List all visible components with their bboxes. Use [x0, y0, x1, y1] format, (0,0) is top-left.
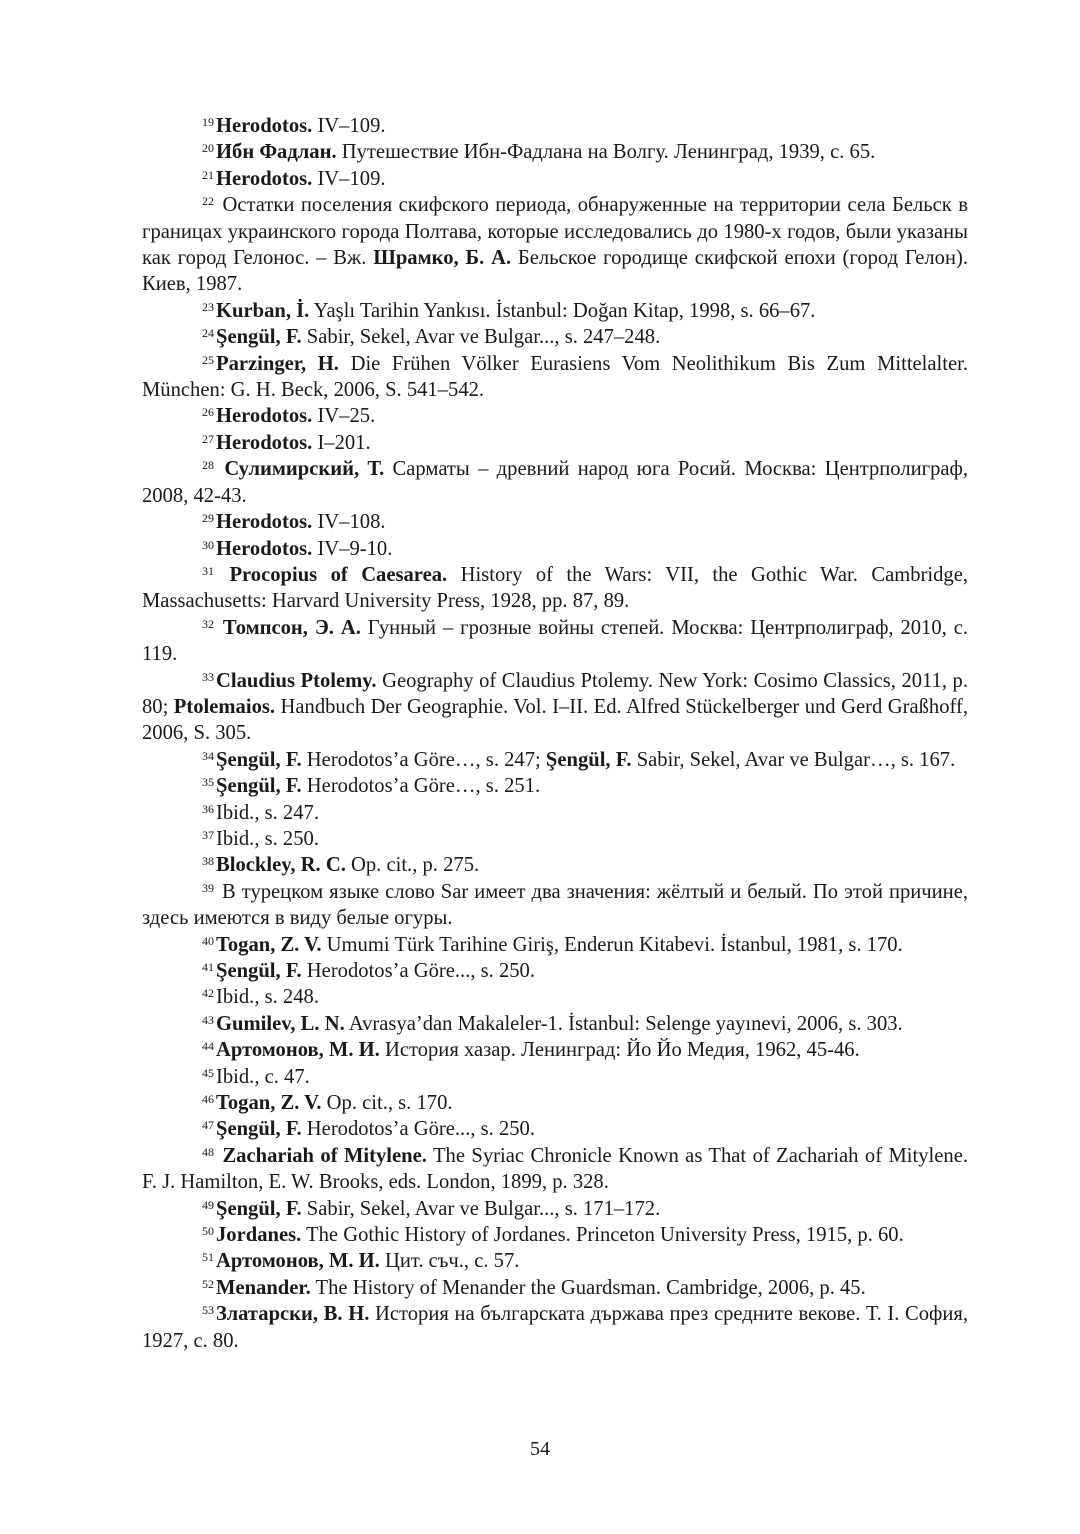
footnote-number: 49: [202, 1197, 214, 1212]
footnote-text: IV–109.: [312, 167, 386, 190]
footnote-text: The Gothic History of Jordanes. Princeton University Press, 1915, p. 60.: [301, 1224, 904, 1247]
footnote-author: Şengül, F.: [216, 1118, 302, 1141]
footnote-text: Handbuch Der Geographie. Vol. I–II. Ed. Alfred Stückelberger und Gerd Graßhoff, 2006, S. 305.: [142, 695, 968, 745]
footnote-number: 28: [202, 458, 214, 473]
footnote-text: Ibid., s. 247.: [216, 801, 319, 824]
footnote-author: Шрамко, Б. А.: [373, 247, 512, 270]
footnote-43: [142, 1011, 968, 1037]
footnote-text: Путешествие Ибн-Фадлана на Волгу. Ленинград, 1939, с. 65.: [336, 141, 876, 164]
footnote-text: Sabir, Sekel, Avar ve Bulgar..., s. 171–172.: [301, 1197, 661, 1220]
footnote-author: Herodotos.: [216, 405, 313, 428]
footnote-author: Şengül, F.: [216, 1197, 302, 1220]
footnote-number: 37: [202, 827, 214, 842]
footnote-number: 22: [202, 194, 214, 209]
footnote-author: Herodotos.: [216, 537, 313, 560]
footnote-31: [142, 562, 968, 615]
footnote-text: Остатки поселения скифского периода, обнаруженные на территории села Бельск в границах украинского города Полтава, которые исследовались до 1980-х годов, были указаны как город Гелонос. – Вж.: [142, 194, 968, 270]
footnote-text: Ibid., c. 47.: [216, 1065, 310, 1088]
footnote-text: Herodotos’a Göre..., s. 250.: [301, 960, 536, 982]
footnote-number: 30: [202, 537, 214, 552]
footnote-text: Сарматы – древний народ юга Росий. Москва: Центрполиграф, 2008, 42-43.: [142, 458, 968, 507]
footnote-author: Herodotos.: [216, 431, 313, 454]
footnote-text: Sabir, Sekel, Avar ve Bulgar…, s. 167.: [631, 748, 956, 771]
footnote-author: Артомонов, М. И.: [216, 1250, 380, 1273]
footnote-author: Zachariah of Mitylene.: [222, 1144, 427, 1167]
footnote-32: [142, 615, 968, 668]
footnote-text: The History of Menander the Guardsman. Cambridge, 2006, p. 45.: [310, 1276, 866, 1299]
footnote-number: 35: [202, 775, 214, 790]
footnote-text: Umumi Türk Tarihine Giriş, Enderun Kitabevi. İstanbul, 1981, s. 170.: [321, 933, 903, 956]
footnote-number: 45: [202, 1065, 214, 1080]
footnote-25: [142, 351, 968, 404]
footnote-author: Şengül, F.: [545, 748, 632, 771]
footnote-number: 47: [202, 1118, 214, 1133]
footnote-number: 44: [202, 1039, 214, 1054]
footnote-44: [142, 1037, 968, 1063]
footnote-author: Şengül, F.: [216, 775, 302, 798]
footnote-53: [142, 1301, 968, 1354]
footnote-35: [142, 773, 968, 799]
footnote-28: [142, 456, 968, 509]
footnote-text: Гунный – грозные войны степей. Москва: Центрполиграф, 2010, с. 119.: [142, 616, 968, 666]
footnote-text: [216, 617, 223, 639]
footnote-number: 24: [202, 326, 214, 341]
footnote-text: Herodotos’a Göre..., s. 250.: [301, 1118, 536, 1141]
footnote-number: 51: [202, 1250, 214, 1265]
footnote-author: Togan, Z. V.: [216, 1092, 322, 1115]
footnote-text: I–201.: [312, 431, 371, 454]
footnote-41: [142, 958, 968, 984]
footnote-author: Златарски, В. Н.: [216, 1303, 370, 1326]
footnote-49: [142, 1196, 968, 1222]
footnote-text: Die Frühen Völker Eurasiens Vom Neolithikum Bis Zum Mittelalter. München: G. H. Beck, 2006, S. 541–542.: [142, 352, 968, 402]
footnote-number: 39: [202, 880, 214, 895]
footnote-text: [216, 564, 229, 586]
footnotes-list: [142, 113, 968, 1354]
footnote-20: [142, 139, 968, 165]
footnote-number: 25: [202, 352, 214, 367]
footnote-37: [142, 826, 968, 852]
footnote-51: [142, 1248, 968, 1274]
footnote-26: [142, 403, 968, 429]
footnote-30: [142, 536, 968, 562]
footnote-number: 48: [202, 1144, 214, 1159]
footnote-number: 29: [202, 511, 214, 526]
footnote-number: 43: [202, 1012, 214, 1027]
footnote-author: Claudius Ptolemy.: [216, 669, 377, 692]
footnote-36: [142, 800, 968, 826]
footnote-author: Togan, Z. V.: [216, 933, 322, 956]
footnote-39: [142, 879, 968, 932]
footnote-33: [142, 668, 968, 747]
footnote-text: Avrasya’dan Makaleler-1. İstanbul: Selenge yayınevi, 2006, s. 303.: [344, 1012, 903, 1035]
footnote-text: The Syriac Chronicle Known as That of Zachariah of Mitylene. F. J. Hamilton, E. W. Brooks, eds. London, 1899, p. 328.: [142, 1144, 968, 1194]
footnote-42: [142, 984, 968, 1010]
footnote-number: 34: [202, 748, 214, 763]
footnote-number: 23: [202, 299, 214, 314]
page-number: 54: [530, 1438, 550, 1460]
footnote-number: 31: [202, 563, 214, 578]
footnote-38: [142, 852, 968, 878]
footnote-text: Herodotos’a Göre…, s. 247;: [301, 748, 546, 771]
footnote-number: 33: [202, 669, 214, 684]
footnote-number: 26: [202, 405, 214, 420]
footnote-author: Şengül, F.: [216, 960, 302, 982]
footnote-text: Herodotos’a Göre…, s. 251.: [301, 775, 541, 798]
footnote-text: История хазар. Ленинград: Йо Йо Медия, 1962, 45-46.: [379, 1039, 860, 1062]
footnote-text: Geography of Claudius Ptolemy. New York: Cosimo Classics, 2011, p. 80;: [142, 669, 968, 718]
footnote-45: [142, 1064, 968, 1090]
footnote-author: Blockley, R. C.: [216, 854, 346, 877]
footnote-21: [142, 166, 968, 192]
footnote-number: 36: [202, 801, 214, 816]
footnote-22: [142, 192, 968, 298]
footnote-23: [142, 298, 968, 324]
footnote-number: 27: [202, 431, 214, 446]
footnote-number: 38: [202, 854, 214, 869]
footnote-number: 53: [202, 1303, 214, 1318]
footnote-text: Yaşlı Tarihin Yankısı. İstanbul: Doğan Kitap, 1998, s. 66–67.: [309, 299, 816, 322]
footnote-author: Jordanes.: [216, 1224, 302, 1247]
footnote-author: Herodotos.: [216, 511, 313, 534]
footnote-author: Herodotos.: [216, 115, 313, 137]
footnote-number: 20: [202, 141, 214, 156]
footnote-text: Sabir, Sekel, Avar ve Bulgar..., s. 247–248.: [301, 326, 661, 349]
footnote-text: IV–25.: [312, 405, 376, 428]
footnote-author: Томпсон, Э. А.: [222, 616, 361, 639]
footnote-48: [142, 1143, 968, 1196]
footnote-text: History of the Wars: VII, the Gothic War. Cambridge, Massachusetts: Harvard University Press, 1928, pp. 87, 89.: [142, 563, 968, 613]
footnote-author: Артомонов, М. И.: [216, 1039, 380, 1062]
footnote-text: IV–9-10.: [312, 537, 393, 560]
footnote-text: Op. cit., p. 275.: [345, 854, 480, 877]
footnote-author: Şengül, F.: [216, 326, 302, 349]
footnote-text: Ibid., s. 248.: [216, 986, 319, 1009]
footnote-27: [142, 430, 968, 456]
footnote-author: Ибн Фадлан.: [216, 141, 337, 164]
footnote-text: Бельское городище скифской епохи (город Гелон). Киев, 1987.: [142, 247, 968, 296]
footnote-number: 46: [202, 1092, 214, 1107]
footnote-number: 40: [202, 933, 214, 948]
footnote-text: IV–108.: [312, 511, 386, 534]
footnote-author: Procopius of Caesarea.: [229, 563, 448, 586]
footnote-29: [142, 509, 968, 535]
footnote-number: 52: [202, 1276, 214, 1291]
footnote-52: [142, 1275, 968, 1301]
footnote-number: 19: [202, 115, 214, 129]
footnote-author: Herodotos.: [216, 167, 313, 190]
footnote-author: Kurban, İ.: [216, 299, 310, 322]
footnote-34: [142, 747, 968, 773]
footnote-author: Сулимирский, Т.: [224, 458, 385, 481]
footnote-number: 32: [202, 616, 214, 631]
footnote-author: Parzinger, H.: [216, 352, 339, 375]
footnote-text: Цит. съч., с. 57.: [379, 1250, 520, 1273]
footnote-text: Op. cit., s. 170.: [321, 1092, 453, 1115]
footnote-number: 41: [202, 960, 214, 974]
footnote-author: Gumilev, L. N.: [216, 1012, 345, 1035]
footnote-number: 42: [202, 986, 214, 1001]
footnote-number: 21: [202, 167, 214, 182]
footnote-24: [142, 324, 968, 350]
footnote-text: Ibid., s. 250.: [216, 827, 319, 850]
footnote-46: [142, 1090, 968, 1116]
footnote-text: В турецком языке слово Sar имеет два значения: жёлтый и белый. По этой причине, здесь имеются в виду белые огуры.: [142, 880, 968, 930]
footnote-40: [142, 932, 968, 958]
footnote-text: IV–109.: [312, 115, 386, 137]
footnote-author: Menander.: [216, 1276, 311, 1299]
footnote-author: Şengül, F.: [216, 748, 302, 771]
footnote-19: [142, 113, 968, 139]
footnote-author: Ptolemaios.: [173, 695, 276, 718]
footnote-text: История на българската държава през средните векове. Т. I. София, 1927, с. 80.: [142, 1303, 968, 1352]
footnote-number: 50: [202, 1224, 214, 1239]
footnote-47: [142, 1116, 968, 1142]
footnote-50: [142, 1222, 968, 1248]
